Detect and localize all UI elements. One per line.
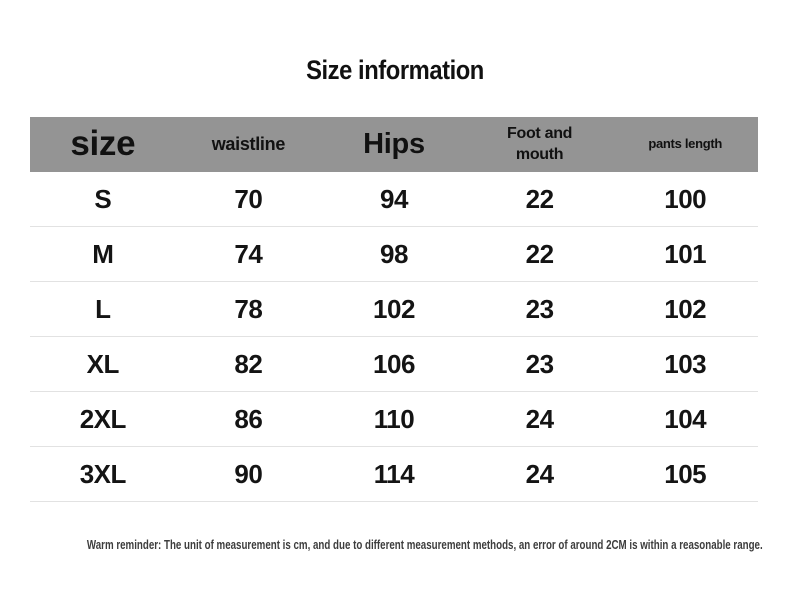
value-cell: 103 bbox=[664, 348, 707, 379]
table-row bbox=[30, 227, 758, 282]
table-header-row bbox=[30, 117, 758, 172]
table-row bbox=[30, 337, 758, 392]
value-cell: 102 bbox=[664, 293, 707, 324]
value-cell: 23 bbox=[525, 293, 554, 324]
value-cell: 70 bbox=[234, 183, 263, 214]
column-header-foot-and-mouth-label: Foot and mouth bbox=[507, 124, 573, 163]
value-cell: 24 bbox=[525, 458, 554, 489]
value-cell: 94 bbox=[380, 183, 408, 214]
value-cell: 100 bbox=[664, 183, 707, 214]
value-cell: 110 bbox=[373, 403, 415, 434]
size-label-cell: S bbox=[94, 183, 112, 214]
value-cell: 105 bbox=[664, 458, 707, 489]
value-cell: 104 bbox=[664, 403, 707, 434]
column-header-pants-length: pants length bbox=[648, 136, 723, 152]
page-title: Size information bbox=[306, 55, 484, 85]
value-cell: 23 bbox=[525, 348, 554, 379]
table-body bbox=[30, 172, 758, 502]
value-cell: 114 bbox=[373, 458, 415, 489]
value-cell: 22 bbox=[525, 183, 554, 214]
size-label-cell: M bbox=[92, 238, 114, 269]
value-cell: 86 bbox=[234, 403, 263, 434]
value-cell: 74 bbox=[234, 238, 263, 269]
table-row bbox=[30, 447, 758, 502]
column-header-hips: Hips bbox=[363, 127, 425, 160]
size-table bbox=[30, 117, 758, 502]
value-cell: 101 bbox=[664, 238, 707, 269]
value-cell: 24 bbox=[525, 403, 554, 434]
column-header-size: size bbox=[70, 124, 136, 164]
value-cell: 22 bbox=[525, 238, 554, 269]
value-cell: 78 bbox=[234, 293, 263, 324]
value-cell: 98 bbox=[380, 238, 408, 269]
size-label-cell: L bbox=[95, 293, 111, 324]
table-row bbox=[30, 172, 758, 227]
value-cell: 102 bbox=[373, 293, 415, 324]
table-row bbox=[30, 392, 758, 447]
measurement-note: Warm reminder: The unit of measurement is cm, and due to different measurement methods, an error of around 2CM is within a reasonable range. bbox=[86, 538, 763, 552]
value-cell: 106 bbox=[373, 348, 415, 379]
column-header-waistline: waistline bbox=[211, 133, 286, 154]
column-header-foot-and-mouth bbox=[467, 124, 613, 166]
size-label-cell: XL bbox=[86, 348, 119, 379]
table-row bbox=[30, 282, 758, 337]
size-label-cell: 3XL bbox=[79, 458, 126, 489]
size-label-cell: 2XL bbox=[79, 403, 126, 434]
value-cell: 90 bbox=[234, 458, 263, 489]
value-cell: 82 bbox=[234, 348, 263, 379]
